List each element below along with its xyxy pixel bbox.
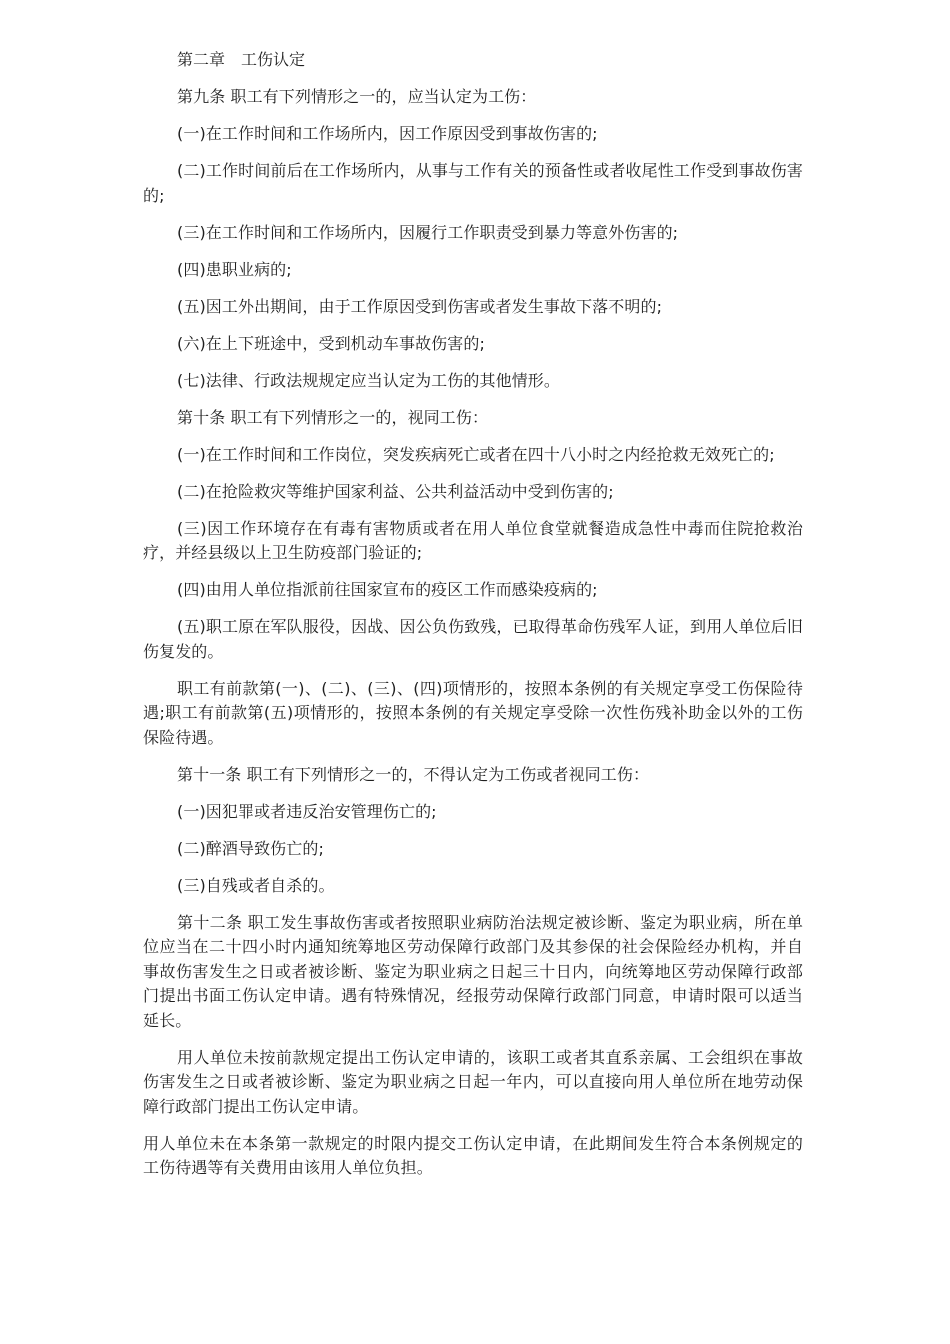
article-9-item-2: (二)工作时间前后在工作场所内，从事与工作有关的预备性或者收尾性工作受到事故伤害的;: [143, 161, 803, 205]
article-10-item-4: (四)由用人单位指派前往国家宣布的疫区工作而感染疫病的;: [177, 580, 598, 599]
article-12-paragraph-3: 用人单位未在本条第一款规定的时限内提交工伤认定申请，在此期间发生符合本条例规定的工伤待遇等有关费用由该用人单位负担。: [143, 1133, 803, 1177]
article-11-item-2: (二)醉酒导致伤亡的;: [177, 838, 324, 858]
article-9-item-1: (一)在工作时间和工作场所内，因工作原因受到事故伤害的;: [177, 124, 598, 143]
article-9-item-6: (六)在上下班途中，受到机动车事故伤害的;: [177, 333, 485, 353]
article-11-heading: 第十一条 职工有下列情形之一的，不得认定为工伤或者视同工伤：: [177, 764, 650, 784]
article-10-item-5: (五)职工原在军队服役，因战、因公负伤致残，已取得革命伤残军人证，到用人单位后旧伤复发的。: [143, 617, 803, 661]
article-9-item-3: (三)在工作时间和工作场所内，因履行工作职责受到暴力等意外伤害的;: [177, 222, 679, 242]
article-9-item-5: (五)因工外出期间，由于工作原因受到伤害或者发生事故下落不明的;: [177, 296, 663, 316]
article-10-item-2: (二)在抢险救灾等维护国家利益、公共利益活动中受到伤害的;: [177, 481, 614, 501]
article-9-item-4: (四)患职业病的;: [177, 259, 292, 279]
document-page: [143, 48, 803, 1193]
article-11-item-3: (三)自残或者自杀的。: [177, 875, 335, 895]
article-10-item-1: (一)在工作时间和工作岗位，突发疾病死亡或者在四十八小时之内经抢救无效死亡的;: [177, 444, 775, 464]
article-10-heading: 第十条 职工有下列情形之一的，视同工伤：: [177, 407, 489, 427]
article-12-paragraph-2: 用人单位未按前款规定提出工伤认定申请的，该职工或者其直系亲属、工会组织在事故伤害发生之日或者被诊断、鉴定为职业病之日起一年内，可以直接向用人单位所在地劳动保障行政部门提出工伤认定申请。: [143, 1047, 803, 1116]
article-12-paragraph-1: 第十二条 职工发生事故伤害或者按照职业病防治法规定被诊断、鉴定为职业病，所在单位应当在二十四小时内通知统筹地区劳动保障行政部门及其参保的社会保险经办机构，并自事故伤害发生之日或者被诊断、鉴定为职业病之日起三十日内，向统筹地区劳动保障行政部门提出书面工伤认定申请。遇有特殊情况，经报劳动保障行政部门同意，申请时限可以适当延长。: [143, 912, 803, 1030]
article-10-item-3: (三)因工作环境存在有毒有害物质或者在用人单位食堂就餐造成急性中毒而住院抢救治疗，并经县级以上卫生防疫部门验证的;: [143, 518, 803, 562]
article-11-item-1: (一)因犯罪或者违反治安管理伤亡的;: [177, 801, 437, 821]
chapter-title: 第二章 工伤认定: [177, 50, 306, 69]
article-10-note: 职工有前款第(一)、(二)、(三)、(四)项情形的，按照本条例的有关规定享受工伤保险待遇;职工有前款第(五)项情形的，按照本条例的有关规定享受除一次性伤残补助金以外的工伤保险待遇。: [143, 678, 803, 747]
article-9-heading: 第九条 职工有下列情形之一的，应当认定为工伤：: [177, 87, 537, 106]
article-9-item-7: (七)法律、行政法规规定应当认定为工伤的其他情形。: [177, 370, 560, 390]
